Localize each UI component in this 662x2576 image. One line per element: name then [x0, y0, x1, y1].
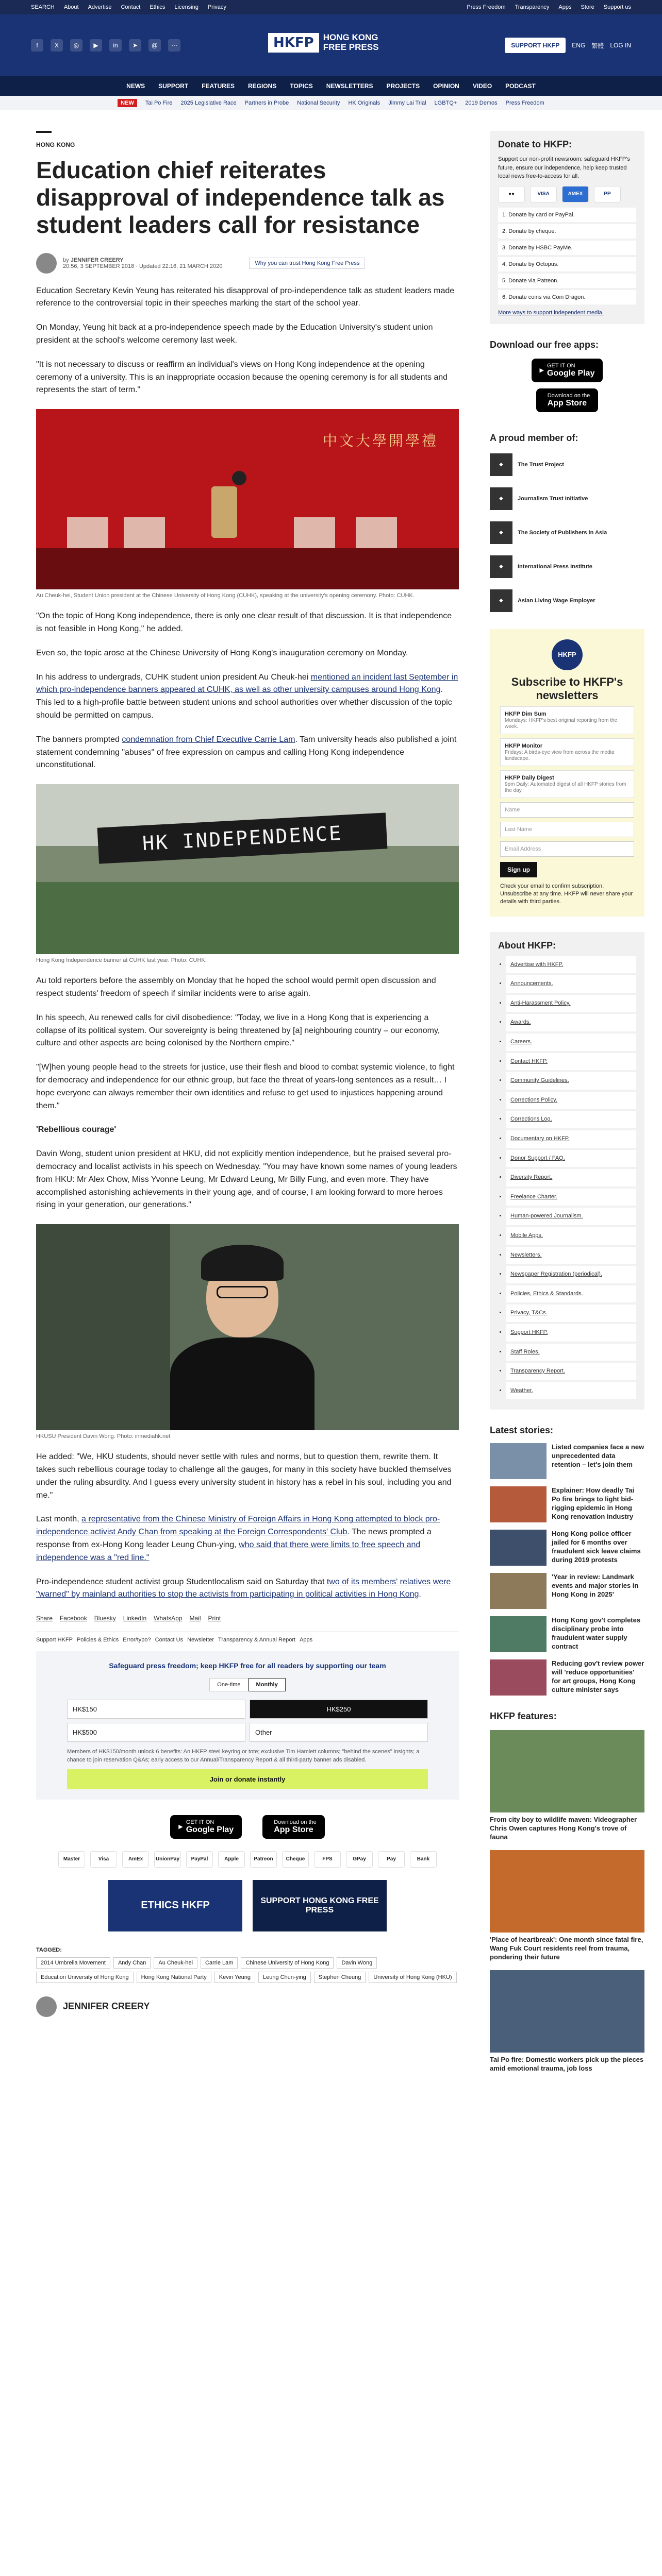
member-badge[interactable]	[490, 554, 644, 580]
amex-icon: AMEX	[562, 186, 589, 202]
author-footer	[36, 1996, 459, 2017]
pay-fps-icon: FPS	[314, 1851, 341, 1868]
site-logo[interactable]	[268, 33, 378, 53]
para-3: "It is not necessary to discuss or reaffirm an individual's views on Hong Kong independence at the opening ceremony of a university. This is an inappropriate occasion because the opening ceremony is for all students and represents the start of term."	[36, 360, 448, 395]
story-thumbnail	[490, 1616, 547, 1652]
pay-visa-icon: Visa	[90, 1851, 117, 1868]
tag-item[interactable]: Davin Wong	[337, 1957, 377, 1969]
member-name: Journalism Trust Initiative	[518, 495, 588, 502]
members-box	[490, 433, 644, 614]
trending-item[interactable]: HK Originals	[348, 100, 380, 106]
donate-option[interactable]: 3. Donate by HSBC PayMe.	[498, 241, 636, 255]
telegram-icon[interactable]: ➤	[129, 39, 141, 52]
feature-thumbnail	[490, 1970, 644, 2053]
tag-list	[36, 1957, 459, 1983]
last-name-input[interactable]: Last Name	[500, 822, 634, 837]
about-link[interactable]: • Newsletters.	[506, 1247, 636, 1264]
social-icons	[31, 39, 180, 52]
amount-other[interactable]: Other	[250, 1723, 428, 1742]
topbar-link-support-us[interactable]: Support us	[603, 4, 631, 10]
about-link[interactable]: • Announcements.	[506, 975, 636, 993]
feature-thumbnail	[490, 1730, 644, 1812]
sidebar-pay-icons	[498, 186, 636, 202]
trending-bar	[0, 96, 662, 110]
about-box	[490, 932, 644, 1410]
play-icon: ▶	[178, 1824, 183, 1831]
latest-story[interactable]	[490, 1530, 644, 1566]
pay-gpay-icon: GPay	[346, 1851, 373, 1868]
language-switch[interactable]: ENG	[572, 42, 586, 49]
apps-box	[490, 340, 644, 412]
topbar-link-search[interactable]: SEARCH	[31, 4, 55, 10]
story-title[interactable]: Explainer: How deadly Tai Po fire brings to light bid-rigging epidemic in Hong Kong renovation industry	[552, 1486, 635, 1520]
about-link[interactable]: • Careers.	[506, 1033, 636, 1051]
donate-option[interactable]: 1. Donate by card or PayPal.	[498, 208, 636, 222]
donate-text: Support our non-profit newsroom: safeguard HKFP's future, ensure our independence, help keep trusted local news free-to-access for all.	[498, 156, 630, 179]
login-link[interactable]: LOG IN	[610, 42, 631, 49]
pay-paypal-icon: PayPal	[186, 1851, 213, 1868]
topbar-link-transparency[interactable]: Transparency	[515, 4, 550, 10]
member-name: The Society of Publishers in Asia	[518, 529, 607, 536]
support-link-transparency-annual-report[interactable]: Transparency & Annual Report	[218, 1637, 296, 1643]
pay-amex-icon: AmEx	[122, 1851, 149, 1868]
trending-item[interactable]: Press Freedom	[505, 100, 544, 106]
para-4: "On the topic of Hong Kong independence, there is only one clear result of that discussion. It is that independence is not feasible in Hong Kong," he added.	[36, 612, 452, 634]
hkfp-round-logo: HKFP	[552, 639, 583, 670]
latest-story[interactable]	[490, 1616, 644, 1652]
support-link-newsletter[interactable]: Newsletter	[187, 1637, 214, 1643]
app-store-row	[36, 1815, 459, 1839]
topbar-link-advertise[interactable]: Advertise	[88, 4, 112, 10]
about-link[interactable]: • Freelance Charter.	[506, 1189, 636, 1206]
photo-caption-3: HKUSU President Davin Wong. Photo: inmediahk.net	[36, 1433, 171, 1440]
share-linkedin[interactable]: LinkedIn	[123, 1615, 147, 1622]
article-category[interactable]: HONG KONG	[36, 141, 75, 148]
latest-story[interactable]	[490, 1443, 644, 1479]
share-facebook[interactable]: Facebook	[60, 1615, 87, 1622]
ceremony-banner: 中文大學開學禮	[322, 432, 438, 450]
tag-item[interactable]: University of Hong Kong (HKU)	[369, 1972, 456, 1983]
member-badge[interactable]	[490, 486, 644, 512]
payment-methods	[36, 1851, 459, 1868]
promo-banners	[36, 1880, 459, 1931]
newsletter-note: Check your email to confirm subscription. Unsubscribe at any time. HKFP will never share your details with third parties.	[500, 883, 633, 905]
newsletter-desc: 9pm Daily: Automated digest of all HKFP stories from the day.	[505, 781, 626, 793]
story-title[interactable]: Hong Kong police officer jailed for 6 months over fraudulent sick leave claims during 2019 protests	[552, 1530, 641, 1564]
feature-thumbnail	[490, 1850, 644, 1933]
feature-story[interactable]	[490, 1970, 644, 2073]
para-8: Au told reporters before the assembly on Monday that he hoped the school would permit open discussion and respect students' freedom of speech if similar incidents were to arise again.	[36, 976, 436, 998]
amount-500[interactable]: HK$500	[67, 1723, 245, 1742]
features-title: HKFP features:	[490, 1711, 557, 1722]
title-rule	[36, 131, 52, 133]
about-title: About HKFP:	[498, 940, 556, 951]
trending-item[interactable]: National Security	[297, 100, 340, 106]
about-link[interactable]: • Staff Roles.	[506, 1344, 636, 1361]
support-links	[36, 1631, 459, 1643]
para-9: In his speech, Au renewed calls for civil disobedience: "Today, we live in a Hong Kong that is experiencing a collapse of its political system. Our sovereignty is being threatened by [a] neighbouring country – our economy, culture and other aspects are being colonised by the Northern empire."	[36, 1013, 440, 1048]
apps-title: Download our free apps:	[490, 339, 599, 350]
about-link[interactable]: • Mobile Apps.	[506, 1227, 636, 1245]
story-title[interactable]: Reducing gov't review power will 'reduce opportunities' for art groups, Hong Kong culture minister says	[552, 1659, 644, 1693]
article-title: Education chief reiterates disapproval of independence talk as student leaders call for resistance	[36, 157, 445, 238]
chinese-link[interactable]: 繁體	[591, 42, 604, 49]
trust-link[interactable]: Why you can trust Hong Kong Free Press	[249, 258, 365, 269]
story-thumbnail	[490, 1486, 547, 1522]
topbar-link-apps[interactable]: Apps	[558, 4, 572, 10]
donate-options	[498, 208, 636, 304]
about-link[interactable]: • Corrections Policy.	[506, 1092, 636, 1109]
support-link-error-typo[interactable]: Error/typo?	[123, 1637, 151, 1643]
about-link[interactable]: • Documentary on HKFP.	[506, 1130, 636, 1148]
tag-item[interactable]: Au Cheuk-hei	[154, 1957, 197, 1969]
story-title[interactable]: Hong Kong gov't completes disciplinary probe into fraudulent water supply contract	[552, 1616, 641, 1650]
link-carrie-lam[interactable]: condemnation from Chief Executive Carrie Lam	[122, 735, 295, 744]
donate-option[interactable]: 6. Donate coins via Coin Dragon.	[498, 290, 636, 304]
instagram-icon[interactable]: ◎	[70, 39, 82, 52]
tag-item[interactable]: Stephen Cheung	[314, 1972, 366, 1983]
story-thumbnail	[490, 1573, 547, 1609]
feature-title[interactable]: Tai Po fire: Domestic workers pick up the pieces amid emotional trauma, job loss	[490, 2055, 644, 2072]
tag-item[interactable]: Education University of Hong Kong	[36, 1972, 134, 1983]
donate-box	[490, 131, 644, 324]
about-link[interactable]: • Privacy, T&Cs.	[506, 1304, 636, 1322]
nav-item-newsletters[interactable]: NEWSLETTERS	[326, 82, 373, 90]
photo-ceremony	[36, 409, 459, 589]
latest-title: Latest stories:	[490, 1425, 554, 1436]
share-share[interactable]: Share	[36, 1615, 53, 1622]
newsletter-option[interactable]	[500, 706, 634, 734]
share-mail[interactable]: Mail	[189, 1615, 201, 1622]
trending-item[interactable]: LGBTQ+	[434, 100, 457, 106]
newsletter-name: HKFP Daily Digest	[505, 774, 554, 781]
ethics-banner[interactable]: ETHICS HKFP	[108, 1880, 242, 1931]
about-link[interactable]: • Transparency Report.	[506, 1363, 636, 1380]
youtube-icon[interactable]: ▶	[90, 39, 102, 52]
story-thumbnail	[490, 1659, 547, 1696]
para-6: In his address to undergrads, CUHK student union president Au Cheuk-hei mentioned an incident last September in which pro-independence banners appeared at CUHK, as well as other university campuses around Hong Kong. This led to a high-profile battle between student unions and school authorities over whether discussion of the topic should be permitted on campus.	[36, 672, 458, 720]
about-link[interactable]: • Corrections Log.	[506, 1111, 636, 1128]
join-button[interactable]: Join or donate instantly	[67, 1769, 428, 1789]
member-logo-icon: ◆	[490, 487, 512, 510]
about-link[interactable]: • Diversity Report.	[506, 1169, 636, 1187]
byline	[36, 253, 459, 274]
nav-item-support[interactable]: SUPPORT	[158, 82, 189, 90]
photo-davin-wong	[36, 1224, 459, 1430]
para-7: The banners prompted condemnation from Chief Executive Carrie Lam. Tam university heads also published a joint statement condemning "abuses" of free expression on campus and calling Hong Kong independence unconstitutional.	[36, 735, 457, 770]
sidebar	[490, 110, 644, 2073]
author-avatar	[36, 253, 57, 274]
about-link[interactable]: • Policies, Ethics & Standards.	[506, 1285, 636, 1303]
about-link[interactable]: • Weather.	[506, 1382, 636, 1400]
tag-item[interactable]: Chinese University of Hong Kong	[241, 1957, 334, 1969]
para-11: Davin Wong, student union president at HKU, did not explicitly mention independence, but he praised several pro-democracy and localist activists in his speech on Wednesday. "You may have known some names of young leaders from HKU: Mr Alex Chow, Miss Yvonne Leung, Mr Edward Leung, Mr Billy Fung, and even more. They have accomplished astonishing achievements in their young age, and of course, I am looking forward to more heroes rising in your generation, our generations."	[36, 1149, 457, 1210]
tab-one-time[interactable]: One-time	[209, 1678, 248, 1691]
para-13: Last month, a representative from the Chinese Ministry of Foreign Affairs in Hong Kong attempted to block pro-independence activist Andy Chan from speaking at the Foreign Correspondents' Club. The news prompted a response from ex-Hong Kong leader Leung Chun-ying, who said that there were limits to free speech and independence was a "red line."	[36, 1515, 440, 1562]
member-logo-icon: ◆	[490, 453, 512, 476]
play-icon: ▶	[539, 367, 544, 374]
tag-item[interactable]: Leung Chun-ying	[258, 1972, 311, 1983]
link-banners-incident[interactable]: mentioned an incident last September in which pro-independence banners appeared at CUHK, as well as other university campuses around Hong Kong	[36, 672, 458, 694]
topbar-link-ethics[interactable]: Ethics	[150, 4, 166, 10]
pay-unionpay-icon: UnionPay	[154, 1851, 181, 1868]
topbar-link-licensing[interactable]: Licensing	[174, 4, 198, 10]
newsletter-title: Subscribe to HKFP's newsletters	[511, 675, 623, 702]
para-14: Pro-independence student activist group Studentlocalism said on Saturday that two of its members' relatives were "warned" by mainland authorities to stop the activists from participating in political activities in Hong Kong.	[36, 1577, 451, 1599]
support-link-support-hkfp[interactable]: Support HKFP	[36, 1637, 73, 1643]
about-link[interactable]: • Awards.	[506, 1014, 636, 1031]
story-thumbnail	[490, 1530, 547, 1566]
share-bar	[36, 1615, 459, 1622]
about-link[interactable]: • Human-powered Journalism.	[506, 1208, 636, 1225]
article	[36, 110, 459, 2017]
support-hkfp-button[interactable]: SUPPORT HKFP	[505, 38, 566, 53]
tag-item[interactable]: Kevin Yeung	[214, 1972, 255, 1983]
latest-box	[490, 1425, 644, 1696]
author-footer-name[interactable]: JENNIFER CREERY	[63, 2001, 150, 2012]
latest-story[interactable]	[490, 1573, 644, 1609]
visa-icon: VISA	[530, 186, 557, 202]
sidebar-app-store[interactable]: Download on the App Store	[536, 388, 599, 412]
features-box	[490, 1711, 644, 2073]
support-link-contact-us[interactable]: Contact Us	[155, 1637, 184, 1643]
tag-item[interactable]: 2014 Umbrella Movement	[36, 1957, 110, 1969]
about-link[interactable]: • Newspaper Registration (periodical).	[506, 1266, 636, 1283]
para-2: On Monday, Yeung hit back at a pro-independence speech made by the Education University's student union president at the school's welcome ceremony last week.	[36, 323, 433, 345]
feature-story[interactable]	[490, 1850, 644, 1962]
member-title: A proud member of:	[490, 432, 578, 443]
donate-option[interactable]: 5. Donate via Patreon.	[498, 274, 636, 288]
article-dates: 20:56, 3 SEPTEMBER 2018 · Updated 22:16, 21 MARCH 2020	[63, 263, 223, 269]
pay-apple-icon: Apple	[218, 1851, 245, 1868]
share-print[interactable]: Print	[208, 1615, 221, 1622]
site-header	[0, 14, 662, 76]
pay-master-icon: Master	[58, 1851, 85, 1868]
signup-button[interactable]: Sign up	[500, 862, 537, 877]
member-name: The Trust Project	[518, 461, 564, 468]
member-name: International Press Institute	[518, 563, 592, 570]
topbar-link-press-freedom[interactable]: Press Freedom	[467, 4, 506, 10]
newsletter-desc: Fridays: A birds-eye view from across the media landscape.	[505, 749, 615, 761]
feature-title[interactable]: 'Place of heartbreak': One month since fatal fire, Wang Fuk Court residents reel from trauma, pondering their future	[490, 1936, 643, 1961]
pay-patreon-icon: Patreon	[250, 1851, 277, 1868]
top-utility-bar	[0, 0, 662, 14]
tab-monthly[interactable]: Monthly	[249, 1678, 286, 1691]
feature-title[interactable]: From city boy to wildlife maven: Videographer Chris Owen captures Hong Kong's trove of fauna	[490, 1816, 637, 1841]
member-badge[interactable]	[490, 452, 644, 478]
nav-item-projects[interactable]: PROJECTS	[386, 82, 420, 90]
trending-item[interactable]: Tai Po Fire	[145, 100, 173, 106]
story-title[interactable]: Listed companies face a new unprecedented data retention – let's join them	[552, 1443, 644, 1469]
donate-more-link[interactable]: More ways to support independent media.	[498, 309, 604, 316]
newsletter-box	[490, 629, 644, 917]
member-logo-icon: ◆	[490, 589, 512, 612]
trending-item[interactable]: 2025 Legislative Race	[180, 100, 237, 106]
nav-item-opinion[interactable]: OPINION	[433, 82, 459, 90]
para-5: Even so, the topic arose at the Chinese University of Hong Kong's inauguration ceremony on Monday.	[36, 648, 408, 657]
photo-caption-1: Au Cheuk-hei, Student Union president at the Chinese University of Hong Kong (CUHK), speaking at the university's opening ceremony. Photo: CUHK.	[36, 592, 415, 599]
about-link[interactable]: • Community Guidelines.	[506, 1072, 636, 1090]
by-label: by	[63, 257, 69, 263]
linkedin-icon[interactable]: in	[109, 39, 122, 52]
trending-item[interactable]: 2019 Demos	[465, 100, 498, 106]
about-link[interactable]: • Donor Support / FAQ.	[506, 1150, 636, 1167]
topbar-link-contact[interactable]: Contact	[121, 4, 141, 10]
photo-caption-2: Hong Kong Independence banner at CUHK last year. Photo: CUHK.	[36, 957, 207, 964]
amount-150[interactable]: HK$150	[67, 1700, 245, 1719]
logo-line1: HONG KONG	[323, 32, 378, 43]
trending-item[interactable]: Partners in Probe	[244, 100, 289, 106]
sidebar-google-play[interactable]: ▶ GET IT ON Google Play	[532, 359, 603, 382]
member-logo-icon: ◆	[490, 555, 512, 578]
nav-item-topics[interactable]: TOPICS	[290, 82, 313, 90]
topbar-link-store[interactable]: Store	[581, 4, 594, 10]
first-name-input[interactable]: Name	[500, 802, 634, 818]
latest-story[interactable]	[490, 1486, 644, 1522]
newsletter-name: HKFP Dim Sum	[505, 710, 547, 717]
donate-option[interactable]: 2. Donate by cheque.	[498, 224, 636, 239]
paypal-icon: PP	[594, 186, 621, 202]
about-link[interactable]: • Advertise with HKFP.	[506, 956, 636, 974]
app-store-button[interactable]: Download on the App Store	[262, 1815, 325, 1839]
newsletter-desc: Mondays: HKFP's best original reporting from the week.	[505, 717, 618, 730]
donate-option[interactable]: 4. Donate by Octopus.	[498, 257, 636, 272]
tags-label: TAGGED:	[36, 1946, 62, 1953]
banner-text: HK INDEPENDENCE	[142, 822, 343, 855]
x-icon[interactable]: X	[51, 39, 63, 52]
trending-item[interactable]: Jimmy Lai Trial	[388, 100, 426, 106]
member-logo-icon: ◆	[490, 521, 512, 544]
para-1: Education Secretary Kevin Yeung has reiterated his disapproval of pro-independence talk as student leaders made reference to the controversial topic in their speeches marking the start of the school year.	[36, 286, 455, 308]
link-ministry[interactable]: a representative from the Chinese Ministry of Foreign Affairs in Hong Kong attempted to block pro-independence activist Andy Chan from speaking at the Foreign Correspondents' Club	[36, 1515, 440, 1537]
newsletter-option[interactable]	[500, 770, 634, 798]
share-bluesky[interactable]: Bluesky	[94, 1615, 116, 1622]
rss-icon[interactable]: ⋯	[168, 39, 180, 52]
tag-item[interactable]: Carrie Lam	[201, 1957, 238, 1969]
tag-item[interactable]: Andy Chan	[113, 1957, 151, 1969]
nav-item-news[interactable]: NEWS	[126, 82, 145, 90]
facebook-icon[interactable]: f	[31, 39, 43, 52]
topbar-link-privacy[interactable]: Privacy	[207, 4, 226, 10]
threads-icon[interactable]: @	[148, 39, 161, 52]
newsletter-option[interactable]	[500, 738, 634, 766]
pay-cheque-icon: Cheque	[282, 1851, 309, 1868]
link-red-line[interactable]: who said that there were limits to free speech and independence was a "red line."	[36, 1540, 421, 1562]
share-whatsapp[interactable]: WhatsApp	[154, 1615, 183, 1622]
support-banner[interactable]: SUPPORT HONG KONG FREE PRESS	[253, 1880, 387, 1931]
donate-widget	[36, 1651, 459, 1800]
member-name: Asian Living Wage Employer	[518, 597, 595, 604]
tag-item[interactable]: Hong Kong National Party	[137, 1972, 211, 1983]
author-footer-avatar	[36, 1996, 57, 2017]
newsletter-name: HKFP Monitor	[505, 742, 543, 749]
photo-banner	[36, 784, 459, 954]
support-link-policies-ethics[interactable]: Policies & Ethics	[76, 1637, 119, 1643]
google-play-button[interactable]: ▶ GET IT ON Google Play	[170, 1815, 242, 1839]
para-10: "[W]hen young people head to the streets for justice, use their flesh and blood to combat systemic violence, to fight for democracy and independence for our ethnic group, but face the threat of years-long sentences as a result… I hope everyone can always remember their own identities and refuse to get used to injustices happening around them."	[36, 1063, 455, 1110]
latest-story[interactable]	[490, 1659, 644, 1696]
email-input[interactable]: Email Address	[500, 841, 634, 857]
member-badge[interactable]	[490, 588, 644, 614]
support-link-apps[interactable]: Apps	[300, 1637, 313, 1643]
para-12: He added: "We, HKU students, should never settle with rules and norms, but to question them, rewrite them. It takes such rebellious courage today to challenge all the gauges, for many in this society have buckled themselves under the ruling absurdity. And I guess every university student in history has a rebel in his soul, including you and me."	[36, 1452, 452, 1500]
new-badge: NEW	[118, 99, 137, 107]
members-benefits: Members of HK$150/month unlock 6 benefits: An HKFP steel keyring or tote; exclusive Tim Hamlett columns; "behind the scenes" insights; a chance to join reservation Q&As; early access to our Annual/Transparency Report & all third-party banner ads disabled.	[67, 1749, 420, 1763]
story-thumbnail	[490, 1443, 547, 1479]
topbar-link-about[interactable]: About	[63, 4, 79, 10]
pay-pay-icon: Pay	[378, 1851, 405, 1868]
amount-250[interactable]: HK$250	[250, 1700, 428, 1719]
nav-item-regions[interactable]: REGIONS	[247, 82, 277, 90]
mastercard-icon: ●●	[498, 186, 525, 202]
subheading: 'Rebellious courage'	[36, 1125, 117, 1134]
about-link[interactable]: • Support HKFP.	[506, 1324, 636, 1342]
feature-story[interactable]	[490, 1730, 644, 1842]
nav-item-features[interactable]: FEATURES	[202, 82, 235, 90]
about-link[interactable]: • Contact HKFP.	[506, 1053, 636, 1071]
link-relatives-warned[interactable]: two of its members' relatives were "warned" by mainland authorities to stop the activists from participating in political activities in Hong Kong	[36, 1577, 451, 1599]
author-name[interactable]: JENNIFER CREERY	[70, 257, 124, 263]
story-title[interactable]: 'Year in review: Landmark events and major stories in Hong Kong in 2025'	[552, 1573, 639, 1599]
main-nav	[0, 76, 662, 96]
nav-item-video[interactable]: VIDEO	[472, 82, 492, 90]
nav-item-podcast[interactable]: PODCAST	[505, 82, 536, 90]
donate-title: Donate to HKFP:	[498, 139, 572, 149]
donate-header: Safeguard press freedom; keep HKFP free for all readers by supporting our team	[109, 1662, 386, 1670]
logo-box: HKFP	[268, 33, 319, 53]
about-link[interactable]: • Anti-Harassment Policy.	[506, 995, 636, 1012]
pay-bank-icon: Bank	[410, 1851, 437, 1868]
logo-line2: FREE PRESS	[323, 42, 379, 52]
member-badge[interactable]	[490, 520, 644, 546]
